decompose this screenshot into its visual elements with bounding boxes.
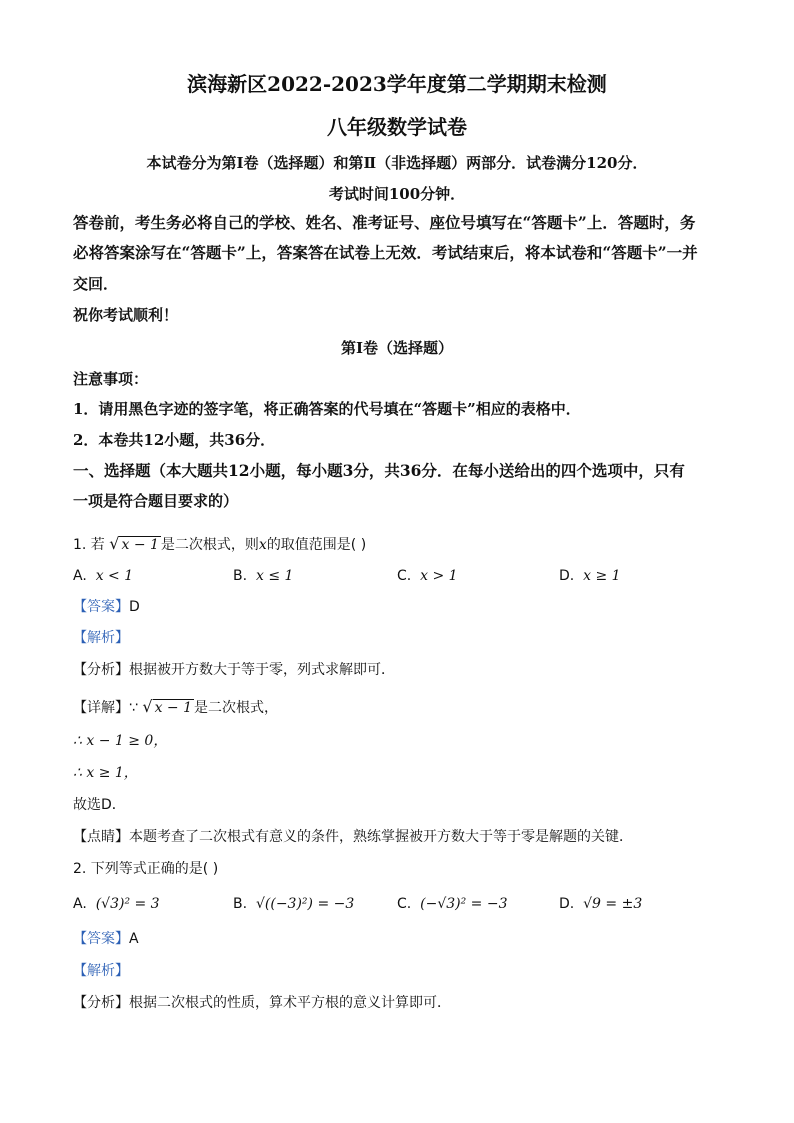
q1-answer: 【答案】D — [73, 599, 140, 615]
part1-heading: 第Ⅰ卷（选择题） — [340, 339, 454, 357]
q1-step-3: 故选D． — [73, 797, 126, 813]
notice-title: 注意事项： — [73, 370, 149, 388]
q1-option-b: B. x ≤ 1 — [233, 568, 294, 584]
q2-answer: 【答案】A — [73, 931, 139, 947]
instructions-line1: 答卷前，考生务必将自己的学校、姓名、准考证号、座位号填写在“答题卡”上．答题时，务 — [73, 213, 696, 232]
section-heading-line2: 一项是符合题目要求的） — [73, 492, 239, 510]
instructions-line3: 交回． — [73, 275, 119, 293]
q1-step-2: ∴ x ≥ 1， — [73, 765, 138, 781]
q1-xiangjie: 【详解】∵ √ x − 1 是二次根式， — [73, 697, 279, 716]
q1-dianjing: 【点睛】本题考查了二次根式有意义的条件，熟练掌握被开方数大于等于零是解题的关键． — [73, 829, 633, 845]
question-2-stem: 2. 下列等式正确的是( ) — [73, 861, 219, 877]
exam-subtitle: 八年级数学试卷 — [327, 115, 467, 139]
section-heading-line1: 一、选择题（本大题共12小题，每小题3分，共36分．在每小送给出的四个选项中，只有 — [73, 461, 685, 480]
radicand: x − 1 — [121, 537, 159, 553]
q2-option-d: D. √9 = ±3 — [559, 896, 643, 912]
exam-title: 滨海新区2022-2023学年度第二学期期末检测 — [187, 72, 607, 96]
instructions-line2: 必将答案涂写在“答题卡”上，答案答在试卷上无效．考试结束后，将本试卷和“答题卡”一并 — [73, 243, 698, 262]
notice-item-1: 1．请用黑色字迹的签字笔，将正确答案的代号填在“答题卡”相应的表格中． — [73, 400, 581, 418]
q2-option-b: B. √((−3)²) = −3 — [233, 896, 355, 912]
q2-analysis-tag: 【解析】 — [73, 963, 129, 979]
sqrt-symbol: √ — [109, 534, 120, 553]
q1-fenxi: 【分析】根据被开方数大于等于零，列式求解即可． — [73, 662, 395, 678]
question-1-stem: 1. 若 √ x − 1 是二次根式，则x的取值范围是( ) — [73, 534, 367, 553]
q1-option-a: A. x < 1 — [73, 568, 134, 584]
q2-fenxi: 【分析】根据二次根式的性质，算术平方根的意义计算即可． — [73, 995, 451, 1011]
q2-option-c: C. (−√3)² = −3 — [397, 896, 508, 912]
exam-intro-line2: 考试时间100分钟． — [328, 185, 466, 203]
q1-analysis-tag: 【解析】 — [73, 630, 129, 646]
q2-option-a: A. (√3)² = 3 — [73, 896, 160, 912]
notice-item-2: 2．本卷共12小题，共36分． — [73, 431, 276, 449]
good-luck-text: 祝你考试顺利！ — [73, 306, 179, 324]
q1-step-1: ∴ x − 1 ≥ 0， — [73, 733, 168, 749]
exam-intro-line1: 本试卷分为第Ⅰ卷（选择题）和第Ⅱ（非选择题）两部分．试卷满分120分． — [146, 154, 648, 172]
sqrt-symbol: √ — [142, 697, 153, 716]
q1-option-d: D. x ≥ 1 — [559, 568, 621, 584]
q1-option-c: C. x > 1 — [397, 568, 458, 584]
